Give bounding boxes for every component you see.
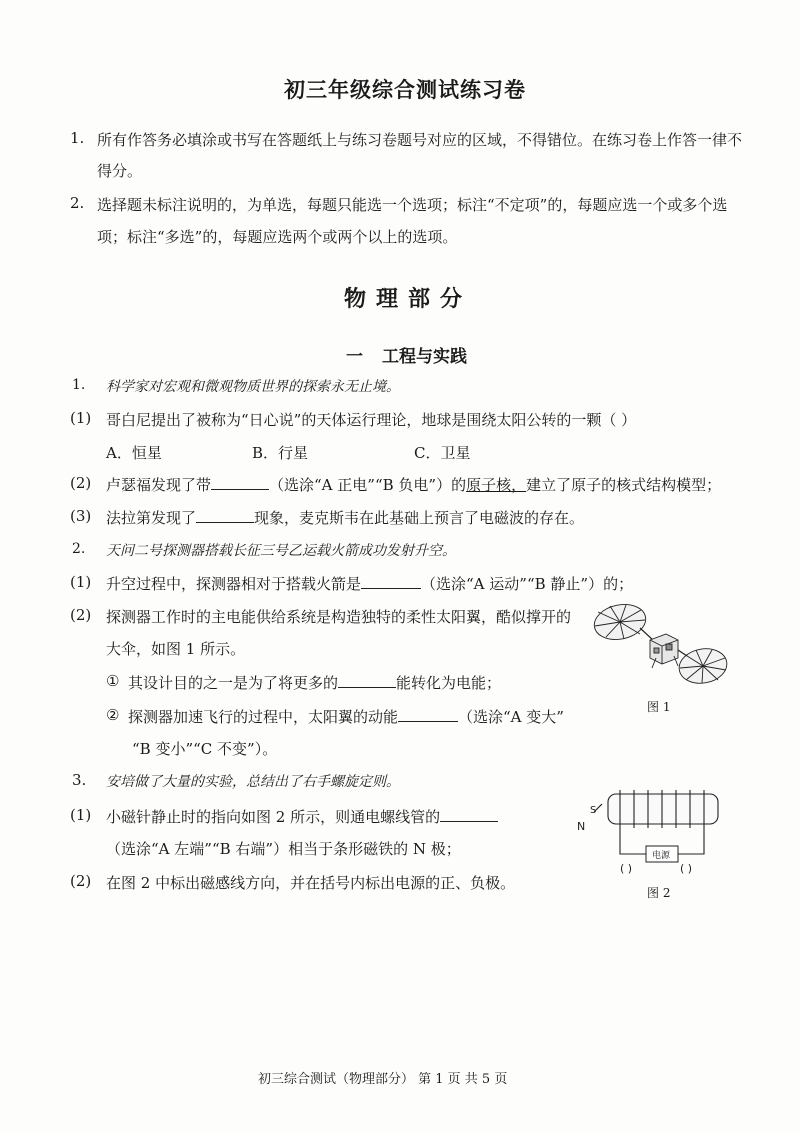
q2-stem: 天问二号探测器搭载长征三号乙运载火箭成功发射升空。: [106, 543, 456, 559]
figure-2-solenoid-diagram: [572, 782, 732, 882]
instruction-1-line1: 所有作答务必填涂或书写在答题纸上与练习卷题号对应的区域，不得错位。在练习卷上作答一律不: [97, 131, 743, 149]
q2-s2-line1: 探测器工作时的主电能供给系统是构造独特的柔性太阳翼，酷似撑开的: [106, 608, 572, 626]
q1-s3-blank: [196, 508, 254, 523]
compass-s-label: S: [590, 805, 597, 816]
q1-stem: 科学家对宏观和微观物质世界的探索永无止境。: [106, 379, 400, 395]
q2-c1-pre: 其设计目的之一是为了将更多的: [128, 674, 339, 692]
instruction-2-number: 2.: [70, 194, 85, 212]
q1-s2-blank: [211, 475, 269, 490]
power-source-label: 电源: [652, 851, 671, 861]
q2-c2-line2: “B 变小”“C 不变”）。: [132, 740, 278, 758]
q1-s3-pre: 法拉第发现了: [106, 509, 197, 527]
instruction-1-number: 1.: [70, 129, 85, 147]
q1-s3-number: (3): [70, 507, 92, 525]
q2-c1-number: ①: [106, 672, 120, 690]
q3-s1-blank: [440, 807, 498, 822]
q2-s2-number: (2): [70, 606, 92, 624]
q3-s1-pre: 小磁针静止时的指向如图 2 所示，则通电螺线管的: [106, 808, 441, 826]
right-pole-paren: ( ): [680, 862, 693, 875]
q1-s3-post: 现象，麦克斯韦在此基础上预言了电磁波的存在。: [254, 509, 585, 527]
q3-s1-line: [106, 806, 498, 827]
q2-s1-pre: 升空过程中，探测器相对于搭载火箭是: [106, 575, 362, 593]
instruction-2-line2: 项；标注“多选”的，每题应选两个或两个以上的选项。: [97, 228, 458, 246]
q2-c1-line: [128, 672, 501, 693]
part-number: 一: [346, 347, 363, 367]
q1-s2-mid: （选涂“A 正电”“B 负电”）的: [269, 476, 467, 494]
q2-s1-line: [106, 573, 633, 594]
q1-s1-number: (1): [70, 409, 92, 427]
q3-s2-number: (2): [70, 872, 92, 890]
q1-s2-number: (2): [70, 474, 92, 492]
left-pole-paren: ( ): [620, 862, 633, 875]
section-title: 物理部分: [344, 286, 473, 312]
q2-s1-blank: [361, 574, 421, 589]
q2-s1-number: (1): [70, 573, 92, 591]
q1-s2-post: 建立了原子的核式结构模型；: [526, 476, 722, 494]
q1-number: 1.: [72, 377, 86, 393]
q1-s2-line: [106, 474, 721, 495]
figure-1-satellite-image: [588, 596, 728, 696]
q2-c1-blank: [338, 673, 396, 688]
q1-s2-pre: 卢瑟福发现了带: [106, 476, 212, 494]
q3-stem: 安培做了大量的实验，总结出了右手螺旋定则。: [106, 774, 400, 790]
q2-s1-post: （选涂“A 运动”“B 静止”）的；: [421, 575, 634, 593]
page-footer: 初三综合测试（物理部分） 第 1 页 共 5 页: [258, 1072, 508, 1087]
instruction-1-line2: 得分。: [97, 162, 143, 180]
q2-c2-number: ②: [106, 706, 120, 724]
q2-number: 2.: [72, 541, 86, 557]
q3-number: 3.: [72, 771, 87, 789]
q3-s2-text: 在图 2 中标出磁感线方向，并在括号内标出电源的正、负极。: [106, 874, 516, 892]
document-title: 初三年级综合测试练习卷: [284, 77, 526, 102]
q3-s1-line2: （选涂“A 左端”“B 右端”）相当于条形磁铁的 N 极；: [106, 840, 461, 858]
q2-s2-line2: 大伞，如图 1 所示。: [106, 640, 246, 658]
q1-option-b: B．行星: [252, 444, 309, 462]
q3-s1-number: (1): [70, 806, 92, 824]
instruction-2-line1: 选择题未标注说明的，为单选，每题只能选一个选项；标注“不定项”的，每题应选一个或多个选: [97, 196, 728, 214]
q2-c2-line: [128, 706, 564, 727]
figure-2-caption: 图 2: [647, 886, 671, 900]
part-title: 工程与实践: [382, 347, 467, 367]
q2-c2-post: （选涂“A 变大”: [458, 708, 564, 726]
q1-s2-underlined: 原子核，: [466, 476, 527, 494]
q1-option-c: C．卫星: [414, 444, 471, 462]
q2-c1-post: 能转化为电能；: [396, 674, 502, 692]
q2-c2-pre: 探测器加速飞行的过程中，太阳翼的动能: [128, 708, 399, 726]
solenoid-body: [608, 794, 718, 824]
q1-s3-line: [106, 507, 584, 528]
compass-n-label: N: [577, 820, 586, 833]
q2-c2-blank: [398, 707, 458, 722]
figure-1-caption: 图 1: [647, 700, 671, 714]
q1-s1-text: 哥白尼提出了被称为“日心说”的天体运行理论，地球是围绕太阳公转的一颗（ ）: [106, 411, 637, 429]
q1-option-a: A．恒星: [106, 444, 162, 462]
